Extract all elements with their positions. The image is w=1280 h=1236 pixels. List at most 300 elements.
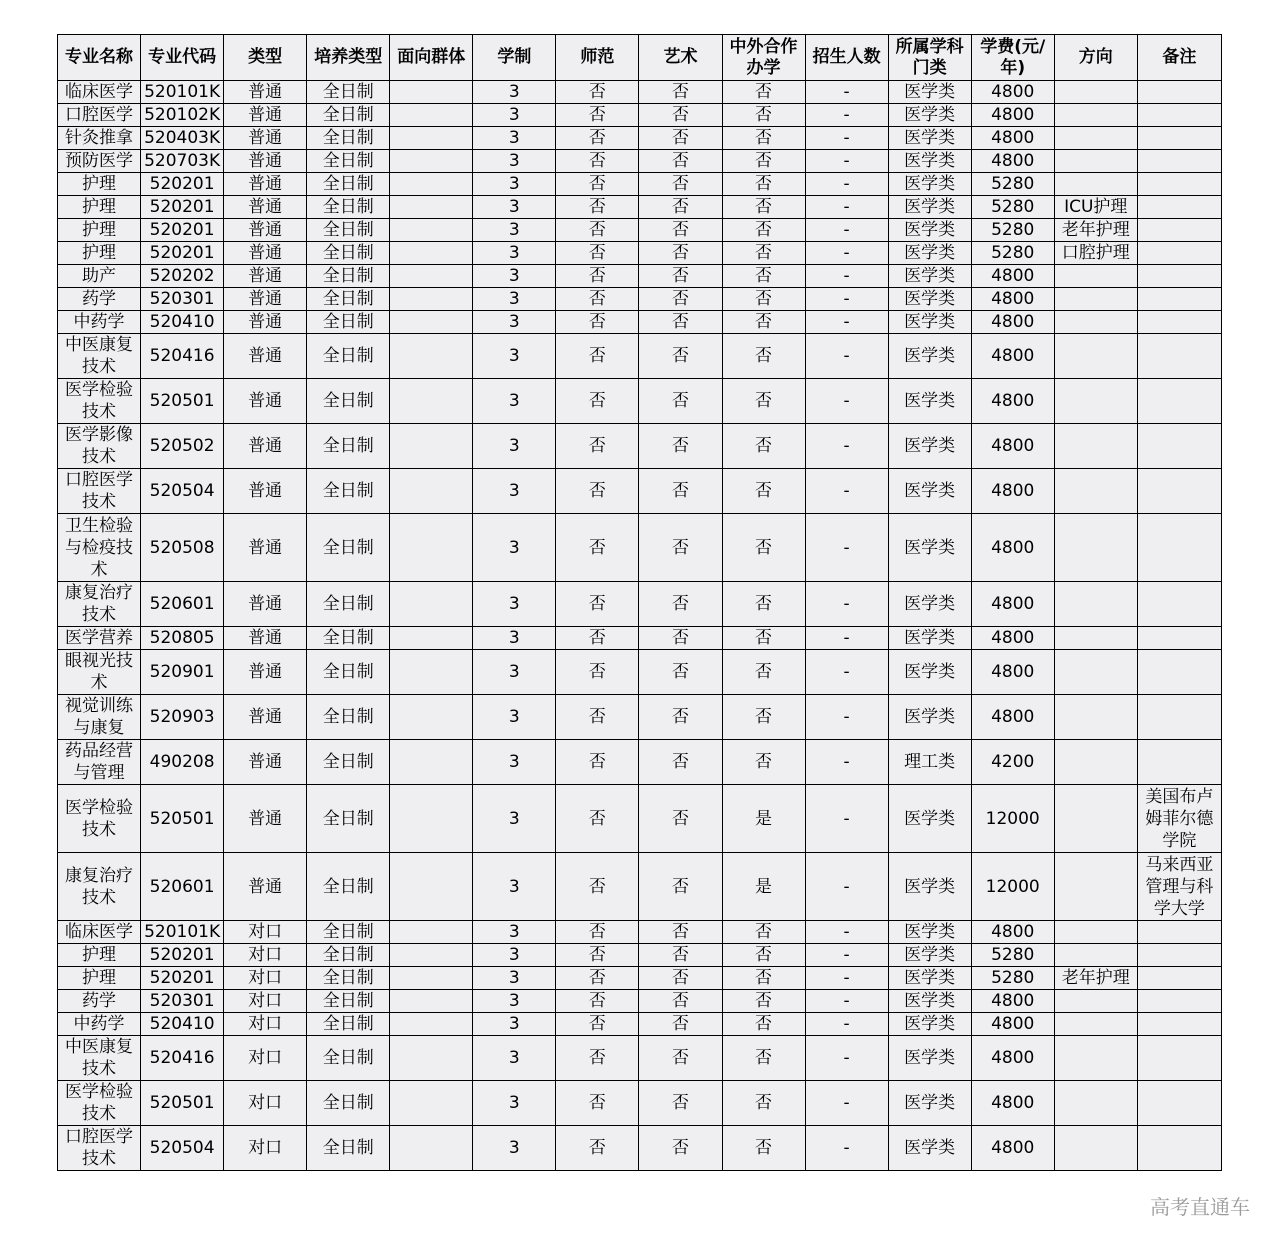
cell-art: 否 (639, 424, 722, 469)
cell-type: 普通 (224, 104, 307, 127)
cell-category: 医学类 (888, 127, 971, 150)
header-type: 类型 (224, 35, 307, 81)
cell-cooperation: 否 (722, 150, 805, 173)
cell-type: 普通 (224, 785, 307, 853)
cell-major-code: 520504 (141, 469, 224, 514)
cell-major-name: 护理 (58, 242, 141, 265)
cell-target-group (390, 853, 473, 921)
cell-major-code: 520601 (141, 853, 224, 921)
cell-enrollment: - (805, 740, 888, 785)
header-training-type: 培养类型 (307, 35, 390, 81)
cell-direction (1054, 311, 1137, 334)
cell-training-type: 全日制 (307, 944, 390, 967)
cell-enrollment: - (805, 311, 888, 334)
cell-training-type: 全日制 (307, 288, 390, 311)
cell-enrollment: - (805, 288, 888, 311)
cell-training-type: 全日制 (307, 150, 390, 173)
cell-major-code: 520501 (141, 1081, 224, 1126)
cell-enrollment: - (805, 127, 888, 150)
cell-target-group (390, 469, 473, 514)
header-category: 所属学科门类 (888, 35, 971, 81)
cell-normal: 否 (556, 1013, 639, 1036)
cell-remark (1137, 127, 1221, 150)
cell-type: 对口 (224, 921, 307, 944)
cell-major-code: 520410 (141, 311, 224, 334)
cell-direction (1054, 921, 1137, 944)
cell-category: 医学类 (888, 219, 971, 242)
cell-art: 否 (639, 127, 722, 150)
cell-major-name: 视觉训练与康复 (58, 695, 141, 740)
table-row (58, 1126, 1222, 1171)
table-row (58, 288, 1222, 311)
table-row (58, 785, 1222, 853)
cell-category: 医学类 (888, 424, 971, 469)
cell-tuition: 5280 (971, 173, 1054, 196)
table-row (58, 424, 1222, 469)
cell-target-group (390, 514, 473, 582)
cell-major-code: 520201 (141, 967, 224, 990)
cell-major-code: 520301 (141, 990, 224, 1013)
cell-cooperation: 否 (722, 288, 805, 311)
cell-type: 普通 (224, 196, 307, 219)
cell-training-type: 全日制 (307, 627, 390, 650)
cell-category: 医学类 (888, 288, 971, 311)
header-direction: 方向 (1054, 35, 1137, 81)
cell-cooperation: 否 (722, 650, 805, 695)
table-row (58, 582, 1222, 627)
cell-normal: 否 (556, 1081, 639, 1126)
cell-duration: 3 (473, 627, 556, 650)
table-row (58, 173, 1222, 196)
cell-remark (1137, 311, 1221, 334)
cell-major-code: 520501 (141, 379, 224, 424)
cell-training-type: 全日制 (307, 785, 390, 853)
cell-enrollment: - (805, 219, 888, 242)
cell-type: 普通 (224, 150, 307, 173)
cell-cooperation: 是 (722, 853, 805, 921)
cell-direction (1054, 424, 1137, 469)
cell-tuition: 4800 (971, 1036, 1054, 1081)
cell-target-group (390, 740, 473, 785)
cell-enrollment: - (805, 469, 888, 514)
table-row (58, 921, 1222, 944)
cell-duration: 3 (473, 582, 556, 627)
cell-remark (1137, 81, 1221, 104)
cell-art: 否 (639, 288, 722, 311)
cell-tuition: 4800 (971, 1081, 1054, 1126)
cell-cooperation: 否 (722, 921, 805, 944)
cell-major-name: 中药学 (58, 1013, 141, 1036)
cell-type: 普通 (224, 173, 307, 196)
cell-tuition: 4800 (971, 127, 1054, 150)
cell-direction (1054, 944, 1137, 967)
cell-type: 普通 (224, 81, 307, 104)
cell-training-type: 全日制 (307, 81, 390, 104)
cell-normal: 否 (556, 1036, 639, 1081)
cell-art: 否 (639, 173, 722, 196)
cell-category: 医学类 (888, 1081, 971, 1126)
cell-cooperation: 否 (722, 469, 805, 514)
cell-category: 医学类 (888, 582, 971, 627)
cell-duration: 3 (473, 967, 556, 990)
cell-cooperation: 否 (722, 695, 805, 740)
table-row (58, 967, 1222, 990)
cell-training-type: 全日制 (307, 334, 390, 379)
cell-remark (1137, 1013, 1221, 1036)
cell-direction: 老年护理 (1054, 219, 1137, 242)
cell-tuition: 4800 (971, 311, 1054, 334)
table-row (58, 1036, 1222, 1081)
cell-target-group (390, 1036, 473, 1081)
cell-major-code: 490208 (141, 740, 224, 785)
table-row (58, 853, 1222, 921)
cell-training-type: 全日制 (307, 990, 390, 1013)
cell-target-group (390, 582, 473, 627)
cell-training-type: 全日制 (307, 740, 390, 785)
cell-training-type: 全日制 (307, 127, 390, 150)
cell-enrollment: - (805, 150, 888, 173)
cell-target-group (390, 379, 473, 424)
cell-enrollment: - (805, 921, 888, 944)
cell-major-code: 520202 (141, 265, 224, 288)
cell-remark: 美国布卢姆菲尔德学院 (1137, 785, 1221, 853)
cell-remark (1137, 150, 1221, 173)
cell-major-code: 520416 (141, 1036, 224, 1081)
cell-major-name: 口腔医学 (58, 104, 141, 127)
cell-tuition: 4800 (971, 990, 1054, 1013)
cell-cooperation: 否 (722, 1081, 805, 1126)
cell-tuition: 4800 (971, 150, 1054, 173)
cell-major-name: 眼视光技术 (58, 650, 141, 695)
cell-category: 医学类 (888, 990, 971, 1013)
cell-remark (1137, 196, 1221, 219)
cell-category: 医学类 (888, 785, 971, 853)
cell-art: 否 (639, 104, 722, 127)
cell-enrollment: - (805, 265, 888, 288)
table-row (58, 311, 1222, 334)
cell-major-code: 520901 (141, 650, 224, 695)
cell-enrollment: - (805, 695, 888, 740)
cell-cooperation: 否 (722, 196, 805, 219)
cell-direction (1054, 1013, 1137, 1036)
cell-duration: 3 (473, 150, 556, 173)
cell-art: 否 (639, 1013, 722, 1036)
cell-remark (1137, 379, 1221, 424)
cell-category: 医学类 (888, 242, 971, 265)
cell-major-name: 护理 (58, 219, 141, 242)
cell-direction (1054, 265, 1137, 288)
cell-duration: 3 (473, 785, 556, 853)
cell-training-type: 全日制 (307, 173, 390, 196)
cell-training-type: 全日制 (307, 853, 390, 921)
cell-training-type: 全日制 (307, 921, 390, 944)
cell-normal: 否 (556, 173, 639, 196)
cell-target-group (390, 627, 473, 650)
cell-art: 否 (639, 967, 722, 990)
cell-art: 否 (639, 150, 722, 173)
table-row (58, 469, 1222, 514)
cell-direction (1054, 288, 1137, 311)
cell-type: 对口 (224, 944, 307, 967)
header-major-code: 专业代码 (141, 35, 224, 81)
cell-duration: 3 (473, 921, 556, 944)
cell-direction (1054, 173, 1137, 196)
cell-major-code: 520201 (141, 219, 224, 242)
cell-target-group (390, 150, 473, 173)
cell-major-name: 医学检验技术 (58, 1081, 141, 1126)
cell-remark (1137, 967, 1221, 990)
table-row (58, 1081, 1222, 1126)
header-duration: 学制 (473, 35, 556, 81)
cell-cooperation: 否 (722, 379, 805, 424)
cell-major-name: 口腔医学技术 (58, 1126, 141, 1171)
cell-remark (1137, 334, 1221, 379)
cell-tuition: 4800 (971, 627, 1054, 650)
cell-enrollment: - (805, 967, 888, 990)
cell-tuition: 4800 (971, 514, 1054, 582)
table-row (58, 740, 1222, 785)
cell-cooperation: 否 (722, 1126, 805, 1171)
cell-normal: 否 (556, 242, 639, 265)
cell-type: 普通 (224, 311, 307, 334)
cell-training-type: 全日制 (307, 424, 390, 469)
cell-enrollment: - (805, 1013, 888, 1036)
cell-duration: 3 (473, 1036, 556, 1081)
cell-cooperation: 否 (722, 424, 805, 469)
cell-direction: 口腔护理 (1054, 242, 1137, 265)
table-row (58, 334, 1222, 379)
table-row (58, 196, 1222, 219)
cell-direction (1054, 1126, 1137, 1171)
cell-tuition: 4800 (971, 469, 1054, 514)
cell-enrollment: - (805, 173, 888, 196)
cell-cooperation: 否 (722, 627, 805, 650)
cell-normal: 否 (556, 650, 639, 695)
cell-art: 否 (639, 627, 722, 650)
cell-tuition: 4800 (971, 81, 1054, 104)
cell-training-type: 全日制 (307, 265, 390, 288)
cell-major-code: 520102K (141, 104, 224, 127)
cell-remark (1137, 173, 1221, 196)
cell-major-name: 预防医学 (58, 150, 141, 173)
header-major-name: 专业名称 (58, 35, 141, 81)
cell-tuition: 4800 (971, 424, 1054, 469)
cell-target-group (390, 944, 473, 967)
cell-target-group (390, 311, 473, 334)
cell-direction (1054, 1036, 1137, 1081)
cell-enrollment: - (805, 514, 888, 582)
cell-direction: ICU护理 (1054, 196, 1137, 219)
cell-cooperation: 否 (722, 127, 805, 150)
cell-category: 医学类 (888, 695, 971, 740)
cell-direction (1054, 379, 1137, 424)
cell-major-code: 520101K (141, 921, 224, 944)
cell-major-name: 针灸推拿 (58, 127, 141, 150)
cell-tuition: 12000 (971, 785, 1054, 853)
cell-target-group (390, 104, 473, 127)
cell-major-name: 药学 (58, 288, 141, 311)
watermark: 高考直通车 (1150, 1195, 1250, 1219)
cell-category: 医学类 (888, 265, 971, 288)
cell-enrollment: - (805, 424, 888, 469)
cell-remark (1137, 1126, 1221, 1171)
cell-type: 对口 (224, 1081, 307, 1126)
table-row (58, 265, 1222, 288)
cell-duration: 3 (473, 196, 556, 219)
header-tuition: 学费(元/年) (971, 35, 1054, 81)
cell-enrollment: - (805, 853, 888, 921)
cell-art: 否 (639, 514, 722, 582)
cell-training-type: 全日制 (307, 469, 390, 514)
cell-cooperation: 否 (722, 967, 805, 990)
cell-normal: 否 (556, 311, 639, 334)
cell-direction (1054, 104, 1137, 127)
cell-duration: 3 (473, 219, 556, 242)
cell-remark (1137, 265, 1221, 288)
cell-target-group (390, 242, 473, 265)
cell-normal: 否 (556, 921, 639, 944)
cell-category: 理工类 (888, 740, 971, 785)
cell-target-group (390, 127, 473, 150)
cell-type: 普通 (224, 379, 307, 424)
cell-tuition: 5280 (971, 944, 1054, 967)
cell-direction (1054, 853, 1137, 921)
cell-direction (1054, 582, 1137, 627)
cell-normal: 否 (556, 150, 639, 173)
header-target-group: 面向群体 (390, 35, 473, 81)
cell-art: 否 (639, 740, 722, 785)
cell-major-name: 药学 (58, 990, 141, 1013)
cell-duration: 3 (473, 104, 556, 127)
cell-tuition: 4800 (971, 288, 1054, 311)
cell-cooperation: 否 (722, 1036, 805, 1081)
cell-normal: 否 (556, 853, 639, 921)
cell-training-type: 全日制 (307, 514, 390, 582)
cell-training-type: 全日制 (307, 967, 390, 990)
cell-category: 医学类 (888, 1126, 971, 1171)
cell-target-group (390, 1013, 473, 1036)
cell-remark (1137, 469, 1221, 514)
cell-art: 否 (639, 469, 722, 514)
cell-training-type: 全日制 (307, 1013, 390, 1036)
cell-target-group (390, 81, 473, 104)
cell-category: 医学类 (888, 311, 971, 334)
cell-cooperation: 否 (722, 990, 805, 1013)
cell-art: 否 (639, 311, 722, 334)
cell-normal: 否 (556, 334, 639, 379)
cell-cooperation: 否 (722, 582, 805, 627)
cell-major-name: 中医康复技术 (58, 1036, 141, 1081)
cell-direction (1054, 627, 1137, 650)
cell-category: 医学类 (888, 173, 971, 196)
cell-major-code: 520805 (141, 627, 224, 650)
cell-type: 普通 (224, 695, 307, 740)
cell-type: 普通 (224, 242, 307, 265)
cell-normal: 否 (556, 219, 639, 242)
cell-remark (1137, 104, 1221, 127)
admissions-table (57, 34, 1222, 1171)
cell-remark (1137, 921, 1221, 944)
cell-remark (1137, 650, 1221, 695)
cell-type: 对口 (224, 990, 307, 1013)
cell-art: 否 (639, 695, 722, 740)
cell-category: 医学类 (888, 334, 971, 379)
cell-target-group (390, 219, 473, 242)
cell-tuition: 5280 (971, 242, 1054, 265)
cell-major-code: 520501 (141, 785, 224, 853)
table-row (58, 1013, 1222, 1036)
cell-major-name: 护理 (58, 967, 141, 990)
cell-major-name: 医学检验技术 (58, 785, 141, 853)
admissions-table-container (57, 34, 1222, 1171)
cell-major-code: 520416 (141, 334, 224, 379)
cell-art: 否 (639, 785, 722, 853)
cell-normal: 否 (556, 424, 639, 469)
cell-remark (1137, 695, 1221, 740)
cell-cooperation: 是 (722, 785, 805, 853)
cell-duration: 3 (473, 469, 556, 514)
cell-tuition: 4800 (971, 379, 1054, 424)
cell-type: 普通 (224, 127, 307, 150)
cell-major-name: 临床医学 (58, 81, 141, 104)
cell-normal: 否 (556, 695, 639, 740)
cell-major-name: 康复治疗技术 (58, 853, 141, 921)
cell-normal: 否 (556, 81, 639, 104)
cell-category: 医学类 (888, 469, 971, 514)
cell-direction (1054, 81, 1137, 104)
cell-type: 普通 (224, 514, 307, 582)
cell-tuition: 4800 (971, 1126, 1054, 1171)
cell-major-code: 520403K (141, 127, 224, 150)
cell-tuition: 4800 (971, 695, 1054, 740)
cell-enrollment: - (805, 104, 888, 127)
cell-major-name: 卫生检验与检疫技术 (58, 514, 141, 582)
cell-major-code: 520903 (141, 695, 224, 740)
cell-category: 医学类 (888, 196, 971, 219)
cell-training-type: 全日制 (307, 379, 390, 424)
cell-direction (1054, 150, 1137, 173)
cell-enrollment: - (805, 81, 888, 104)
cell-art: 否 (639, 1081, 722, 1126)
cell-enrollment: - (805, 1081, 888, 1126)
cell-tuition: 5280 (971, 219, 1054, 242)
cell-art: 否 (639, 265, 722, 288)
cell-tuition: 4800 (971, 334, 1054, 379)
cell-art: 否 (639, 921, 722, 944)
header-art: 艺术 (639, 35, 722, 81)
cell-target-group (390, 650, 473, 695)
cell-direction (1054, 785, 1137, 853)
cell-major-name: 护理 (58, 196, 141, 219)
cell-art: 否 (639, 582, 722, 627)
cell-duration: 3 (473, 242, 556, 265)
cell-cooperation: 否 (722, 311, 805, 334)
cell-target-group (390, 424, 473, 469)
cell-art: 否 (639, 853, 722, 921)
cell-normal: 否 (556, 944, 639, 967)
cell-target-group (390, 334, 473, 379)
cell-target-group (390, 288, 473, 311)
cell-tuition: 4200 (971, 740, 1054, 785)
cell-training-type: 全日制 (307, 582, 390, 627)
cell-direction (1054, 334, 1137, 379)
cell-tuition: 4800 (971, 921, 1054, 944)
cell-normal: 否 (556, 1126, 639, 1171)
cell-art: 否 (639, 990, 722, 1013)
cell-target-group (390, 265, 473, 288)
cell-major-name: 医学检验技术 (58, 379, 141, 424)
table-row (58, 219, 1222, 242)
